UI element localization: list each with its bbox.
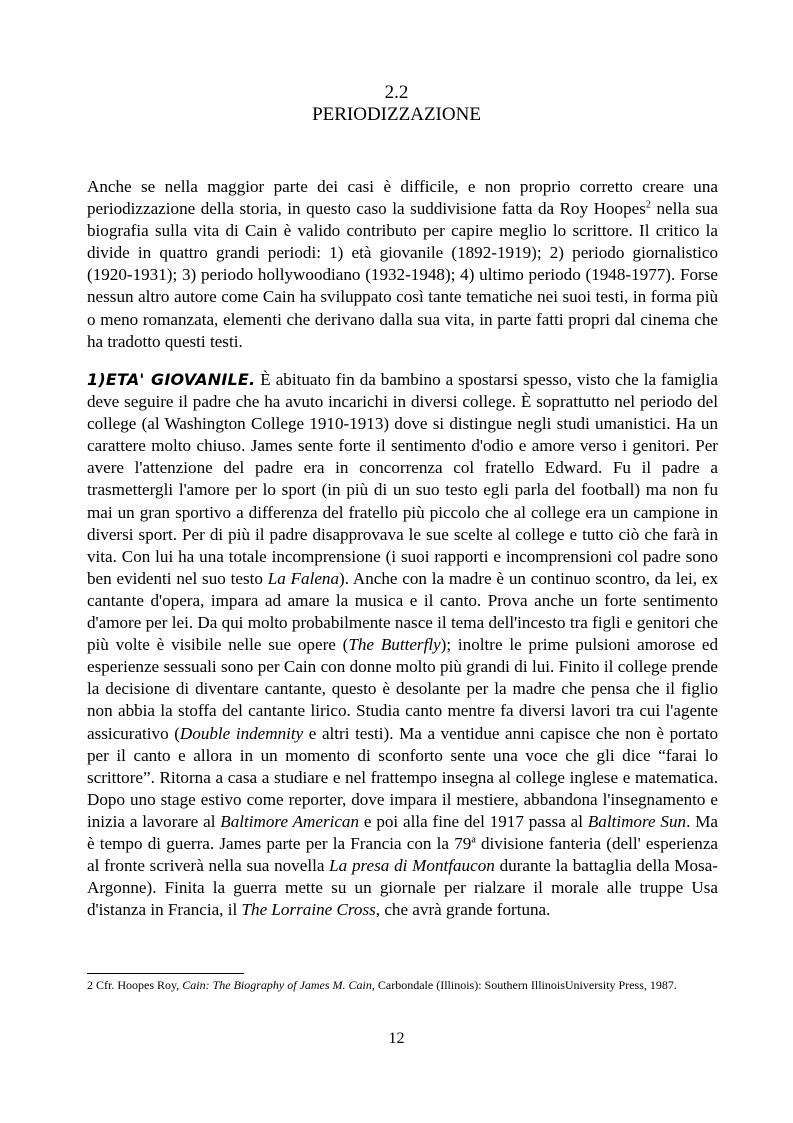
body-text: e poi alla fine del 1917 passa al <box>359 811 588 831</box>
section-number: 2.2 <box>384 82 409 103</box>
body-text: , che avrà grande fortuna. <box>375 900 551 920</box>
ordinal-superscript: a <box>471 834 476 846</box>
footnote-text: Cfr. Hoopes Roy, <box>93 978 183 992</box>
newspaper-title: The Lorraine Cross <box>241 900 376 920</box>
intro-paragraph <box>87 176 718 353</box>
work-title: La presa di Montfaucon <box>329 856 495 876</box>
work-title: La Falena <box>267 568 340 588</box>
youth-paragraph <box>87 369 718 921</box>
period-heading: 1)ETA' GIOVANILE. <box>87 370 256 389</box>
newspaper-title: Baltimore Sun <box>587 811 687 831</box>
footnote-reference[interactable]: 2 <box>645 199 651 211</box>
footnote-separator <box>87 973 244 974</box>
body-text: divisione fanteria (dell' esperienza al fronte scriverà nella sua novella <box>87 833 718 876</box>
body-text: e altri testi). Ma a ventidue anni capisce che non è portato per il canto e allora in un momento di sconforto sente una voce che gli dice “farai lo scrittore”. Ritorna a casa a studiare e nel frattempo insegna al college inglese e matematica. Dopo uno stage estivo come reporter, dove impara il mestiere, abbandona l'insegnamento e inizia a lavorare al <box>87 723 718 831</box>
footnote-book-title: Cain: The Biography of James M. Cain <box>182 978 372 992</box>
body-text: È abituato fin da bambino a spostarsi spesso, visto che la famiglia deve seguire il padre che ha avuto incarichi in diversi college. È soprattutto nel periodo del college (al Washington College 1910-1913) dove si distingue negli studi umanistici. Ha un carattere molto chiuso. James sente forte il sentimento d'odio e amore verso i genitori. Per avere l'attenzione del padre era in concorrenza col fratello Edward. Fu il padre a trasmettergli l'amore per lo sport (in più di un suo testo egli parla del football) ma non fu mai un gran sportivo a differenza del fratello più piccolo che al college era un campione in diversi sport. Per di più il padre disapprovava le sue scelte al college e tutto ciò che farà in vita. Con lui ha una totale incomprensione (i suoi rapporti e incomprensioni col padre sono ben evidenti nel suo testo <box>87 370 718 588</box>
work-title: Double indemnity <box>179 723 304 743</box>
newspaper-title: Baltimore American <box>220 811 360 831</box>
intro-text: Anche se nella maggior parte dei casi è difficile, e non proprio corretto creare una periodizzazione della storia, in questo caso la suddivisione fatta da Roy Hoopes <box>87 177 718 219</box>
footnote-number: 2 <box>87 978 93 992</box>
section-title: PERIODIZZAZIONE <box>312 104 481 125</box>
footnote-text-continued: , Carbondale (Illinois): Southern IllinoisUniversity Press, 1987. <box>371 978 677 992</box>
body-text: ); inoltre le prime pulsioni amorose ed esperienze sessuali sono per Cain con donne molto più grandi di lui. Finito il college prende la decisione di diventare cantante, questo è desolante per la madre che pensa che il figlio non abbia la stoffa del cantante lirico. Studia canto mentre fa diversi lavori tra cui l'agente assicurativo ( <box>87 635 718 743</box>
work-title: The Butterfly <box>348 635 441 655</box>
page-number: 12 <box>388 1030 405 1047</box>
intro-text-continued: nella sua biografia sulla vita di Cain è valido contributo per capire meglio lo scrittore. Il critico la divide in quattro grandi periodi: 1) età giovanile (1892-1919); 2) periodo giornalistico (1920-1931); 3) periodo hollywoodiano (1932-1948); 4) ultimo periodo (1948-1977). Forse nessun altro autore come Cain ha sviluppato così tante tematiche nei suoi testi, in forma più o meno romanzata, elementi che derivano dalla sua vita, in parte fatti propri dal cinema che ha tradotto questi testi. <box>87 199 718 351</box>
footnote <box>87 977 718 993</box>
body-text: durante la battaglia della Mosa-Argonne). Finita la guerra mette su un giornale per rialzare il morale alle truppe Usa d'istanza in Francia, il <box>87 856 718 920</box>
body-text: . Ma è tempo di guerra. James parte per la Francia con la 79 <box>87 811 718 853</box>
body-text: ). Anche con la madre è un continuo scontro, da lei, ex cantante d'opera, impara ad amare la musica e il canto. Prova anche un forte sentimento d'amore per lei. Da qui molto probabilmente nasce il tema dell'incesto tra figli e genitori che più volte è visibile nelle sue opere ( <box>87 568 719 655</box>
